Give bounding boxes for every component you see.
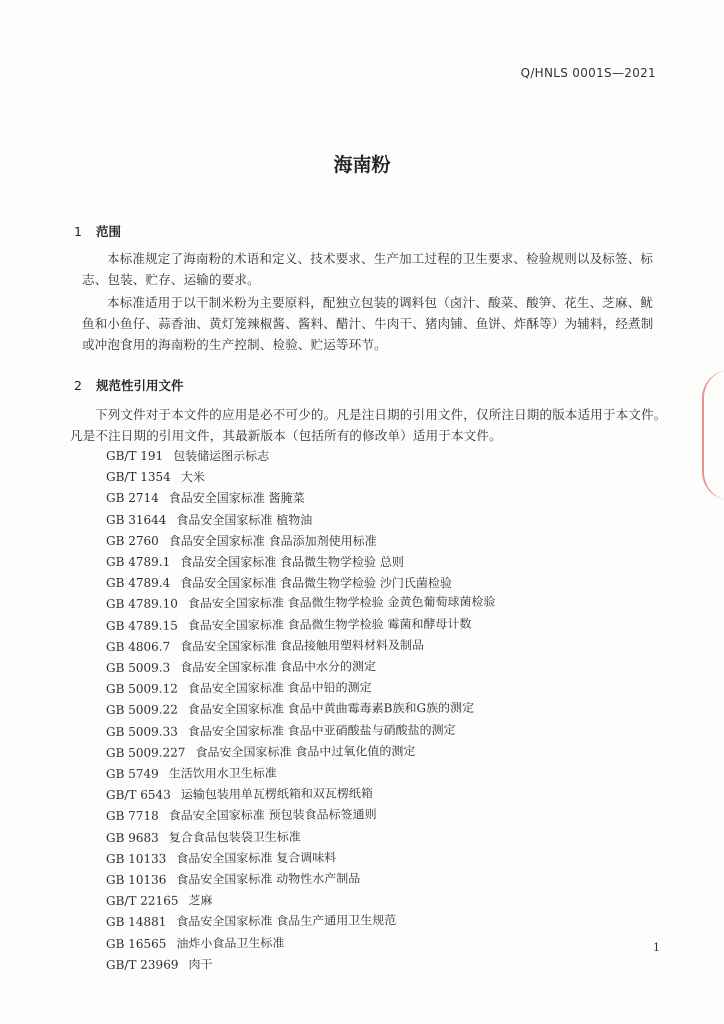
reference-item (106, 931, 496, 955)
section-1-title: 范围 (96, 224, 122, 239)
section-1-paragraph-1: 本标准规定了海南粉的术语和定义、技术要求、生产加工过程的卫生要求、检验规则以及标签、标志、包装、贮存、运输的要求。 (82, 251, 654, 287)
reference-item (106, 783, 496, 807)
reference-title: 大米 (180, 470, 205, 485)
reference-item (106, 634, 496, 658)
reference-item (106, 613, 496, 637)
reference-code: GB 5749 (105, 766, 159, 782)
reference-title: 食品安全国家标准 酱腌菜 (168, 491, 305, 506)
reference-title: 食品安全国家标准 食品微生物学检验 霉菌和酵母计数 (187, 616, 472, 633)
reference-item (106, 698, 496, 722)
section-2-number: 2 (74, 378, 82, 393)
reference-code: GB 4789.4 (106, 576, 171, 591)
seal-stamp-edge (702, 370, 724, 500)
reference-title: 运输包装用单瓦楞纸箱和双瓦楞纸箱 (180, 786, 373, 802)
reference-item (106, 889, 496, 913)
section-1-heading (74, 222, 121, 240)
reference-title: 食品安全国家标准 动物性水产制品 (176, 871, 361, 887)
reference-item (106, 719, 496, 743)
reference-title: 食品安全国家标准 食品中亚硝酸盐与硝酸盐的测定 (187, 722, 456, 739)
reference-item (106, 804, 496, 828)
reference-code: GB 31644 (106, 512, 167, 527)
reference-item (106, 467, 495, 488)
section-2-title: 规范性引用文件 (96, 378, 184, 393)
reference-code: GB/T 6543 (105, 787, 171, 803)
reference-code: GB 5009.33 (105, 724, 178, 739)
reference-code: GB 2760 (106, 533, 159, 548)
reference-code: GB 14881 (105, 915, 167, 930)
reference-title: 油炸小食品卫生标准 (176, 935, 285, 951)
reference-title: 食品安全国家标准 食品中黄曲霉毒素B族和G族的测定 (187, 701, 475, 717)
reference-title: 食品安全国家标准 食品中铅的测定 (187, 680, 372, 696)
reference-code: GB/T 1354 (106, 470, 171, 485)
reference-title: 复合食品包装袋卫生标准 (168, 829, 301, 845)
reference-title: 食品安全国家标准 复合调味料 (176, 850, 337, 866)
reference-code: GB/T 22165 (105, 893, 179, 909)
reference-item (106, 446, 495, 467)
reference-code: GB 4789.15 (105, 618, 178, 633)
reference-code: GB 5009.22 (105, 702, 178, 718)
reference-code: GB 7718 (105, 809, 159, 824)
reference-code: GB 10133 (105, 851, 167, 866)
reference-item (106, 488, 495, 509)
reference-title: 食品安全国家标准 食品微生物学检验 总则 (180, 555, 404, 570)
reference-item (106, 762, 496, 786)
reference-item (106, 510, 495, 531)
reference-item (106, 740, 496, 764)
reference-title: 生活饮用水卫生标准 (168, 766, 277, 781)
reference-item (106, 825, 496, 849)
reference-code: GB 9683 (105, 830, 159, 845)
reference-title: 食品安全国家标准 食品生产通用卫生规范 (176, 913, 397, 930)
reference-item (106, 592, 496, 616)
document-title: 海南粉 (333, 154, 391, 176)
reference-item (106, 846, 496, 870)
reference-title: 食品安全国家标准 食品微生物学检验 沙门氏菌检验 (180, 576, 452, 591)
reference-title: 肉干 (188, 957, 213, 972)
section-2-heading (74, 376, 184, 394)
reference-code: GB 2714 (106, 491, 159, 506)
section-2-intro: 下列文件对于本文件的应用是必不可少的。凡是注日期的引用文件，仅所注日期的版本适用于本文件。凡是不注日期的引用文件，其最新版本（包括所有的修改单）适用于本文件。 (70, 407, 667, 443)
reference-code: GB 5009.12 (105, 681, 178, 697)
reference-title: 食品安全国家标准 食品接触用塑料材料及制品 (180, 637, 425, 654)
reference-list (106, 446, 495, 976)
section-1-number: 1 (74, 224, 82, 239)
reference-code: GB 10136 (105, 872, 167, 888)
reference-item (106, 910, 496, 934)
reference-item (106, 552, 495, 573)
section-1-paragraph-2: 本标准适用于以干制米粉为主要原料，配独立包装的调料包（卤汁、酸菜、酸笋、花生、芝麻、鱿鱼和小鱼仔、蒜香油、黄灯笼辣椒酱、酱料、醋汁、牛肉干、猪肉铺、鱼饼、炸酥等）为辅料，经煮制或冲泡食用的海南粉的生产控制、检验、贮运等环节。 (82, 295, 654, 352)
reference-title: 食品安全国家标准 预包装食品标签通则 (168, 807, 377, 824)
reference-title: 食品安全国家标准 植物油 (176, 512, 313, 527)
reference-item (106, 952, 496, 976)
reference-code: GB 5009.3 (105, 660, 171, 676)
page-number: 1 (653, 941, 660, 954)
reference-title: 食品安全国家标准 食品中水分的测定 (180, 659, 377, 675)
reference-code: GB 4806.7 (105, 639, 171, 654)
reference-title: 芝麻 (188, 893, 213, 908)
reference-code: GB/T 191 (106, 449, 164, 463)
reference-title: 食品安全国家标准 食品添加剂使用标准 (168, 533, 377, 548)
reference-code: GB 4789.1 (106, 555, 171, 570)
reference-title: 包装储运图示标志 (173, 449, 270, 463)
reference-code: GB 4789.10 (105, 596, 178, 612)
reference-code: GB/T 23969 (105, 957, 179, 972)
reference-title: 食品安全国家标准 食品微生物学检验 金黄色葡萄球菌检验 (187, 595, 496, 611)
reference-title: 食品安全国家标准 食品中过氧化值的测定 (195, 743, 416, 760)
reference-item (106, 531, 495, 552)
document-code: Q/HNLS 0001S—2021 (520, 66, 656, 80)
reference-item (106, 656, 496, 680)
reference-item (106, 677, 496, 701)
reference-item (106, 868, 496, 892)
reference-code: GB 5009.227 (105, 745, 186, 760)
reference-code: GB 16565 (105, 936, 167, 951)
